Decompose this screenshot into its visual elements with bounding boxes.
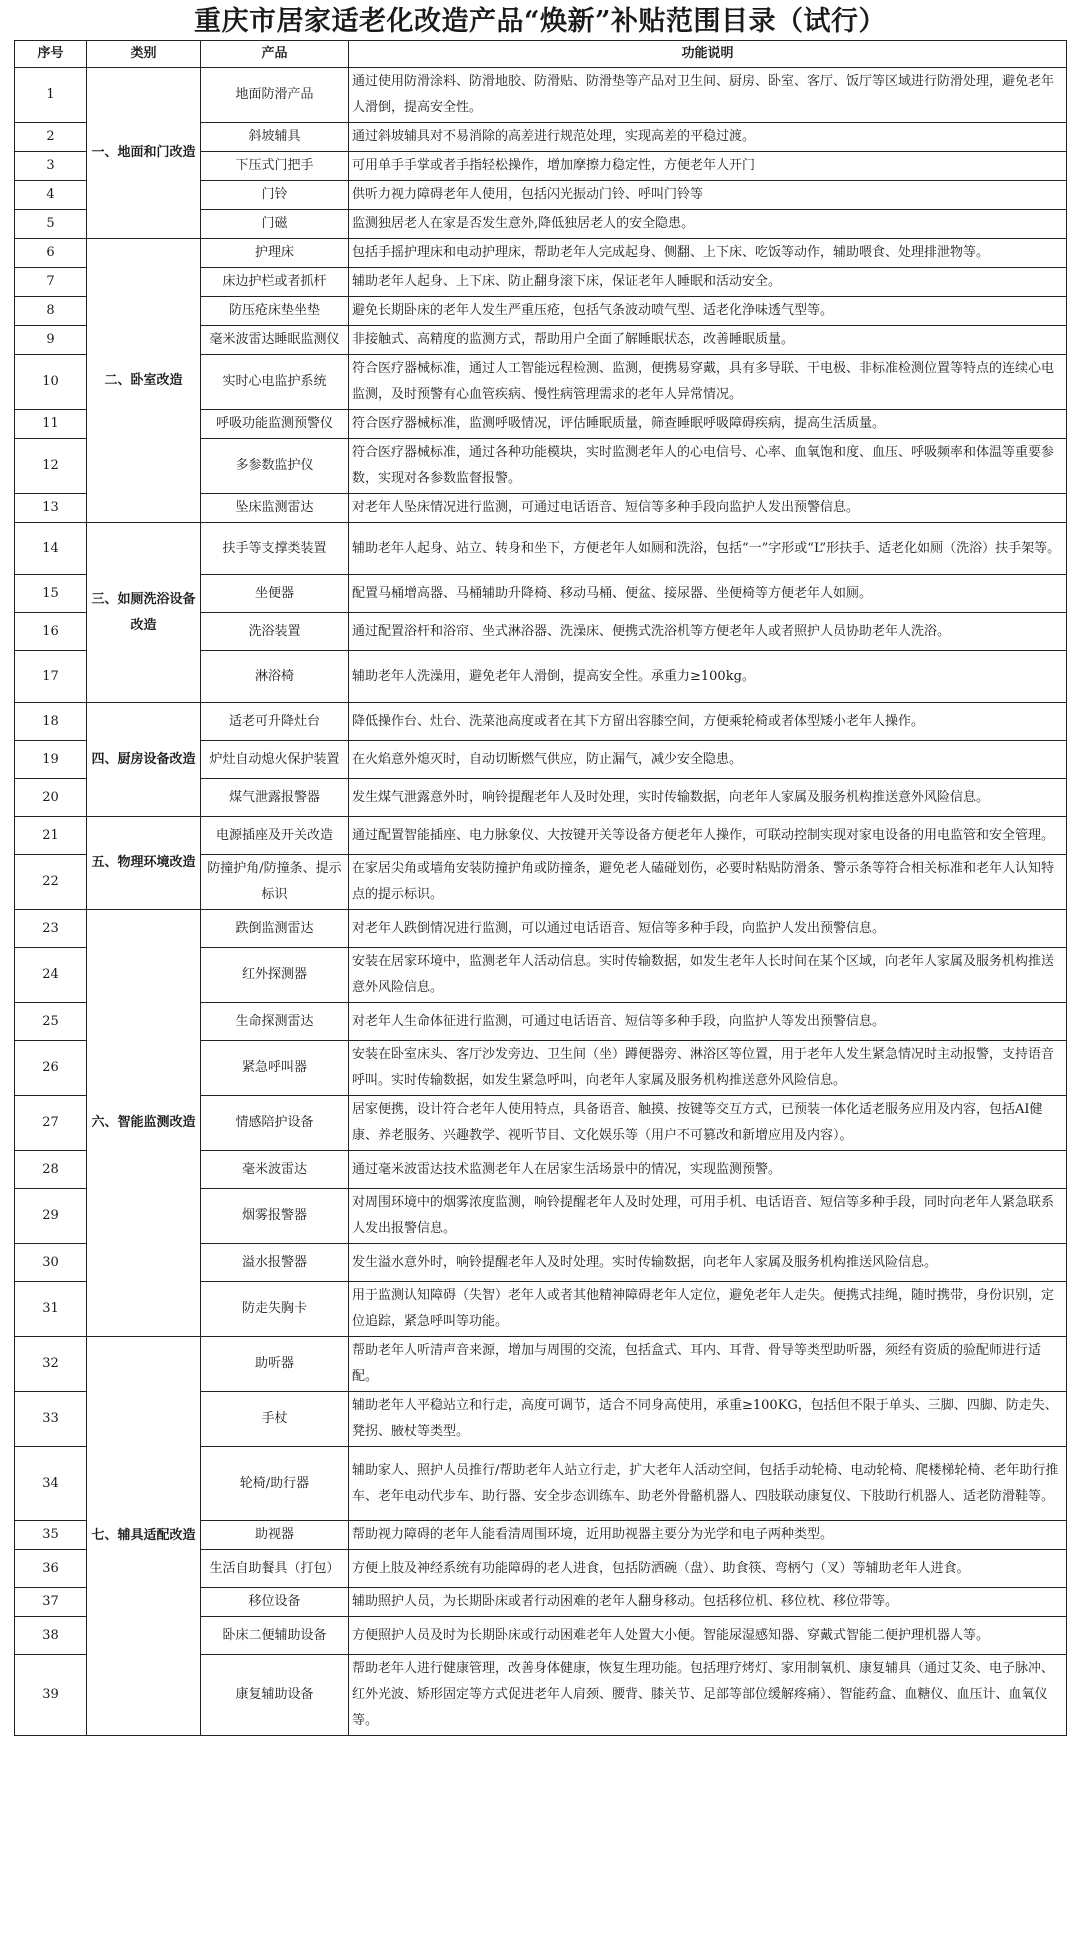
row-number: 30 (15, 1244, 87, 1282)
row-number: 2 (15, 123, 87, 152)
function-description: 符合医疗器械标准，监测呼吸情况，评估睡眠质量，筛查睡眠呼吸障碍疾病，提高生活质量。 (349, 410, 1067, 439)
row-number: 25 (15, 1003, 87, 1041)
function-description: 居家便携，设计符合老年人使用特点，具备语音、触摸、按键等交互方式，已预装一体化适老服务应用及内容，包括AI健康、养老服务、兴趣教学、视听节目、文化娱乐等（用户不可篡改和新增应用及内容）。 (349, 1096, 1067, 1151)
row-number: 33 (15, 1392, 87, 1447)
row-number: 36 (15, 1550, 87, 1588)
product-name: 助听器 (201, 1337, 349, 1392)
row-number: 9 (15, 326, 87, 355)
product-name: 炉灶自动熄火保护装置 (201, 741, 349, 779)
table-row (15, 910, 1067, 948)
product-name: 轮椅/助行器 (201, 1447, 349, 1521)
table-row (15, 68, 1067, 123)
function-description: 对老年人跌倒情况进行监测，可以通过电话语音、短信等多种手段，向监护人发出预警信息。 (349, 910, 1067, 948)
product-name: 烟雾报警器 (201, 1189, 349, 1244)
row-number: 37 (15, 1588, 87, 1617)
row-number: 38 (15, 1617, 87, 1655)
table-row (15, 703, 1067, 741)
function-description: 辅助老年人起身、站立、转身和坐下，方便老年人如厕和洗浴，包括“一”字形或“L”形扶手、适老化如厕（洗浴）扶手架等。 (349, 523, 1067, 575)
function-description: 帮助老年人进行健康管理，改善身体健康，恢复生理功能。包括理疗烤灯、家用制氧机、康复辅具（通过艾灸、电子脉冲、红外光波、矫形固定等方式促进老年人肩颈、腰背、膝关节、足部等部位缓解疼痛）、智能药盒、血糖仪、血压计、血氧仪等。 (349, 1655, 1067, 1736)
product-name: 康复辅助设备 (201, 1655, 349, 1736)
table-row (15, 523, 1067, 575)
function-description: 在家居尖角或墙角安装防撞护角或防撞条，避免老人磕碰划伤，必要时粘贴防滑条、警示条等符合相关标准和老年人认知特点的提示标识。 (349, 855, 1067, 910)
row-number: 32 (15, 1337, 87, 1392)
product-name: 坠床监测雷达 (201, 494, 349, 523)
function-description: 对周围环境中的烟雾浓度监测，响铃提醒老年人及时处理，可用手机、电话语音、短信等多种手段，同时向老年人紧急联系人发出报警信息。 (349, 1189, 1067, 1244)
product-name: 淋浴椅 (201, 651, 349, 703)
product-name: 跌倒监测雷达 (201, 910, 349, 948)
row-number: 16 (15, 613, 87, 651)
product-name: 煤气泄露报警器 (201, 779, 349, 817)
product-name: 下压式门把手 (201, 152, 349, 181)
row-number: 39 (15, 1655, 87, 1736)
product-name: 生活自助餐具（打包） (201, 1550, 349, 1588)
product-name: 地面防滑产品 (201, 68, 349, 123)
product-name: 防撞护角/防撞条、提示标识 (201, 855, 349, 910)
product-name: 电源插座及开关改造 (201, 817, 349, 855)
row-number: 12 (15, 439, 87, 494)
category-cell: 五、物理环境改造 (87, 817, 201, 910)
function-description: 可用单手手掌或者手指轻松操作，增加摩擦力稳定性，方便老年人开门 (349, 152, 1067, 181)
product-name: 门铃 (201, 181, 349, 210)
row-number: 28 (15, 1151, 87, 1189)
function-description: 方便上肢及神经系统有功能障碍的老人进食，包括防洒碗（盘）、助食筷、弯柄勺（叉）等辅助老年人进食。 (349, 1550, 1067, 1588)
header-function: 功能说明 (349, 41, 1067, 68)
row-number: 4 (15, 181, 87, 210)
category-cell: 一、地面和门改造 (87, 68, 201, 239)
row-number: 7 (15, 268, 87, 297)
product-name: 防压疮床垫坐垫 (201, 297, 349, 326)
product-name: 助视器 (201, 1521, 349, 1550)
category-cell: 七、辅具适配改造 (87, 1337, 201, 1736)
function-description: 通过配置智能插座、电力脉象仪、大按键开关等设备方便老年人操作，可联动控制实现对家电设备的用电监管和安全管理。 (349, 817, 1067, 855)
row-number: 21 (15, 817, 87, 855)
subsidy-catalog-table (14, 40, 1067, 1736)
row-number: 10 (15, 355, 87, 410)
row-number: 24 (15, 948, 87, 1003)
function-description: 通过斜坡辅具对不易消除的高差进行规范处理，实现高差的平稳过渡。 (349, 123, 1067, 152)
product-name: 护理床 (201, 239, 349, 268)
document-title: 重庆市居家适老化改造产品“焕新”补贴范围目录（试行） (193, 6, 887, 37)
row-number: 26 (15, 1041, 87, 1096)
category-cell: 四、厨房设备改造 (87, 703, 201, 817)
header-number: 序号 (15, 41, 87, 68)
table-body (15, 68, 1067, 1736)
function-description: 避免长期卧床的老年人发生严重压疮，包括气条波动喷气型、适老化浄味透气型等。 (349, 297, 1067, 326)
product-name: 生命探测雷达 (201, 1003, 349, 1041)
product-name: 适老可升降灶台 (201, 703, 349, 741)
row-number: 15 (15, 575, 87, 613)
row-number: 27 (15, 1096, 87, 1151)
table-row (15, 239, 1067, 268)
row-number: 19 (15, 741, 87, 779)
product-name: 扶手等支撑类装置 (201, 523, 349, 575)
product-name: 情感陪护设备 (201, 1096, 349, 1151)
row-number: 11 (15, 410, 87, 439)
row-number: 6 (15, 239, 87, 268)
category-cell: 三、如厕洗浴设备改造 (87, 523, 201, 703)
function-description: 符合医疗器械标准，通过人工智能远程检测、监测，便携易穿戴，具有多导联、干电极、非标准检测位置等特点的连续心电监测，及时预警有心血管疾病、慢性病管理需求的老年人异常情况。 (349, 355, 1067, 410)
table-header-row (15, 41, 1067, 68)
function-description: 发生煤气泄露意外时，响铃提醒老年人及时处理，实时传输数据，向老年人家属及服务机构推送意外风险信息。 (349, 779, 1067, 817)
function-description: 安装在居家环境中，监测老年人活动信息。实时传输数据，如发生老年人长时间在某个区域，向老年人家属及服务机构推送意外风险信息。 (349, 948, 1067, 1003)
product-name: 门磁 (201, 210, 349, 239)
function-description: 方便照护人员及时为长期卧床或行动困难老年人处置大小便。智能尿湿感知器、穿戴式智能二便护理机器人等。 (349, 1617, 1067, 1655)
product-name: 紧急呼叫器 (201, 1041, 349, 1096)
category-cell: 六、智能监测改造 (87, 910, 201, 1337)
function-description: 辅助老年人起身、上下床、防止翻身滚下床，保证老年人睡眠和活动安全。 (349, 268, 1067, 297)
function-description: 辅助照护人员，为长期卧床或者行动困难的老年人翻身移动。包括移位机、移位枕、移位带等。 (349, 1588, 1067, 1617)
function-description: 非接触式、高精度的监测方式，帮助用户全面了解睡眠状态，改善睡眠质量。 (349, 326, 1067, 355)
function-description: 帮助视力障碍的老年人能看清周围环境，近用助视器主要分为光学和电子两种类型。 (349, 1521, 1067, 1550)
product-name: 手杖 (201, 1392, 349, 1447)
product-name: 多参数监护仪 (201, 439, 349, 494)
table-row (15, 1337, 1067, 1392)
function-description: 符合医疗器械标准，通过各种功能模块，实时监测老年人的心电信号、心率、血氧饱和度、血压、呼吸频率和体温等重要参数，实现对各参数监督报警。 (349, 439, 1067, 494)
header-product: 产品 (201, 41, 349, 68)
row-number: 34 (15, 1447, 87, 1521)
product-name: 斜坡辅具 (201, 123, 349, 152)
function-description: 包括手摇护理床和电动护理床，帮助老年人完成起身、侧翻、上下床、吃饭等动作，辅助喂食、处理排泄物等。 (349, 239, 1067, 268)
row-number: 18 (15, 703, 87, 741)
product-name: 床边护栏或者抓杆 (201, 268, 349, 297)
row-number: 29 (15, 1189, 87, 1244)
row-number: 31 (15, 1282, 87, 1337)
product-name: 卧床二便辅助设备 (201, 1617, 349, 1655)
function-description: 监测独居老人在家是否发生意外,降低独居老人的安全隐患。 (349, 210, 1067, 239)
product-name: 红外探测器 (201, 948, 349, 1003)
product-name: 移位设备 (201, 1588, 349, 1617)
row-number: 8 (15, 297, 87, 326)
function-description: 降低操作台、灶台、洗菜池高度或者在其下方留出容膝空间，方便乘轮椅或者体型矮小老年人操作。 (349, 703, 1067, 741)
product-name: 呼吸功能监测预警仪 (201, 410, 349, 439)
row-number: 35 (15, 1521, 87, 1550)
function-description: 供听力视力障碍老年人使用，包括闪光振动门铃、呼叫门铃等 (349, 181, 1067, 210)
function-description: 对老年人坠床情况进行监测，可通过电话语音、短信等多种手段向监护人发出预警信息。 (349, 494, 1067, 523)
function-description: 配置马桶增高器、马桶辅助升降椅、移动马桶、便盆、接尿器、坐便椅等方便老年人如厕。 (349, 575, 1067, 613)
category-cell: 二、卧室改造 (87, 239, 201, 523)
function-description: 帮助老年人听清声音来源，增加与周围的交流，包括盒式、耳内、耳背、骨导等类型助听器，须经有资质的验配师进行适配。 (349, 1337, 1067, 1392)
function-description: 辅助老年人洗澡用，避免老年人滑倒，提高安全性。承重力≥100kg。 (349, 651, 1067, 703)
function-description: 发生溢水意外时，响铃提醒老年人及时处理。实时传输数据，向老年人家属及服务机构推送风险信息。 (349, 1244, 1067, 1282)
product-name: 坐便器 (201, 575, 349, 613)
function-description: 安装在卧室床头、客厅沙发旁边、卫生间（坐）蹲便器旁、淋浴区等位置，用于老年人发生紧急情况时主动报警，支持语音呼叫。实时传输数据，如发生紧急呼叫，向老年人家属及服务机构推送意外风险信息。 (349, 1041, 1067, 1096)
row-number: 17 (15, 651, 87, 703)
function-description: 用于监测认知障碍（失智）老年人或者其他精神障碍老年人定位，避免老年人走失。便携式挂绳，随时携带，身份识别，定位追踪，紧急呼叫等功能。 (349, 1282, 1067, 1337)
function-description: 通过配置浴杆和浴帘、坐式淋浴器、洗澡床、便携式洗浴机等方便老年人或者照护人员协助老年人洗浴。 (349, 613, 1067, 651)
function-description: 通过使用防滑涂料、防滑地胶、防滑贴、防滑垫等产品对卫生间、厨房、卧室、客厅、饭厅等区域进行防滑处理，避免老年人滑倒，提高安全性。 (349, 68, 1067, 123)
header-category: 类别 (87, 41, 201, 68)
function-description: 辅助老年人平稳站立和行走，高度可调节，适合不同身高使用，承重≥100KG，包括但不限于单头、三脚、四脚、防走失、凳拐、腋杖等类型。 (349, 1392, 1067, 1447)
product-name: 溢水报警器 (201, 1244, 349, 1282)
function-description: 辅助家人、照护人员推行/帮助老年人站立行走，扩大老年人活动空间，包括手动轮椅、电动轮椅、爬楼梯轮椅、老年助行推车、老年电动代步车、助行器、安全步态训练车、助老外骨骼机器人、四肢联动康复仪、下肢助行机器人、适老防滑鞋等。 (349, 1447, 1067, 1521)
product-name: 洗浴装置 (201, 613, 349, 651)
function-description: 对老年人生命体征进行监测，可通过电话语音、短信等多种手段，向监护人等发出预警信息。 (349, 1003, 1067, 1041)
product-name: 实时心电监护系统 (201, 355, 349, 410)
product-name: 防走失胸卡 (201, 1282, 349, 1337)
row-number: 23 (15, 910, 87, 948)
row-number: 13 (15, 494, 87, 523)
row-number: 3 (15, 152, 87, 181)
row-number: 20 (15, 779, 87, 817)
row-number: 14 (15, 523, 87, 575)
table-row (15, 817, 1067, 855)
product-name: 毫米波雷达 (201, 1151, 349, 1189)
row-number: 22 (15, 855, 87, 910)
row-number: 5 (15, 210, 87, 239)
function-description: 通过毫米波雷达技术监测老年人在居家生活场景中的情况，实现监测预警。 (349, 1151, 1067, 1189)
function-description: 在火焰意外熄灭时，自动切断燃气供应，防止漏气，减少安全隐患。 (349, 741, 1067, 779)
product-name: 毫米波雷达睡眠监测仪 (201, 326, 349, 355)
row-number: 1 (15, 68, 87, 123)
